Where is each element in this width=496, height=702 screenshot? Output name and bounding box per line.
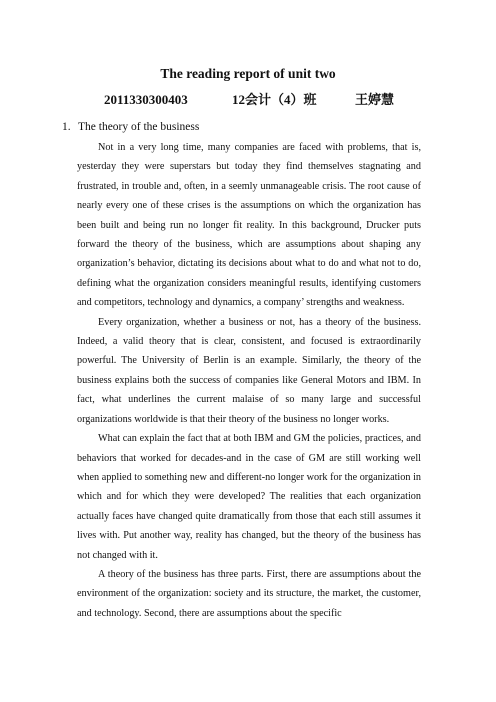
section-heading [62,120,199,134]
class-name: 12会计（4）班 [232,92,317,107]
paragraph-2: Every organization, whether a business or not, has a theory of the business. Indeed, a valid theory that is clear, consistent, and focused is extraordinarily powerful. The University of Berlin is an example. Similarly, the theory of the business explains both the success of companies like General Motors and IBM. In fact, what underlines the current malaise of so many large and successful organizations worldwide is that their theory of the business no longer works. [77,316,421,425]
section-heading-text: The theory of the business [78,121,200,133]
student-id: 2011330300403 [104,92,188,107]
paragraph-3: What can explain the fact that at both IBM and GM the policies, practices, and behaviors that worked for decades-and in the case of GM are still working well when applied to something new and different-no longer work for the organization in which and for which they were developed? The realities that each organization actually faces have changed quite dramatically from those that each still assumes it lives with. Put another way, reality has changed, but the theory of the business has not changed with it. [77,433,421,561]
section-body [77,138,421,623]
paragraph-4: A theory of the business has three parts. First, there are assumptions about the environment of the organization: society and its structure, the market, the customer, and technology. Second, there are assumptions about the specific [77,568,421,619]
student-name: 王婷慧 [355,92,395,107]
report-title: The reading report of unit two [160,66,336,81]
paragraph-1: Not in a very long time, many companies are faced with problems, that is, yesterday they were superstars but today they find themselves stagnating and frustrated, in trouble and, often, in a seemly unmanageable crisis. The root cause of nearly every one of these crises is the assumptions on which the organization has been built and being run no longer fit reality. In this background, Drucker puts forward the theory of the business, which are assumptions about shaping any organization’s behavior, dictating its decisions about what to do and what not to do, defining what the organization considers meaningful results, identifying customers and competitors, technology and dynamics, a company’ strengths and weakness. [77,142,421,309]
section-number: 1. [62,121,71,133]
